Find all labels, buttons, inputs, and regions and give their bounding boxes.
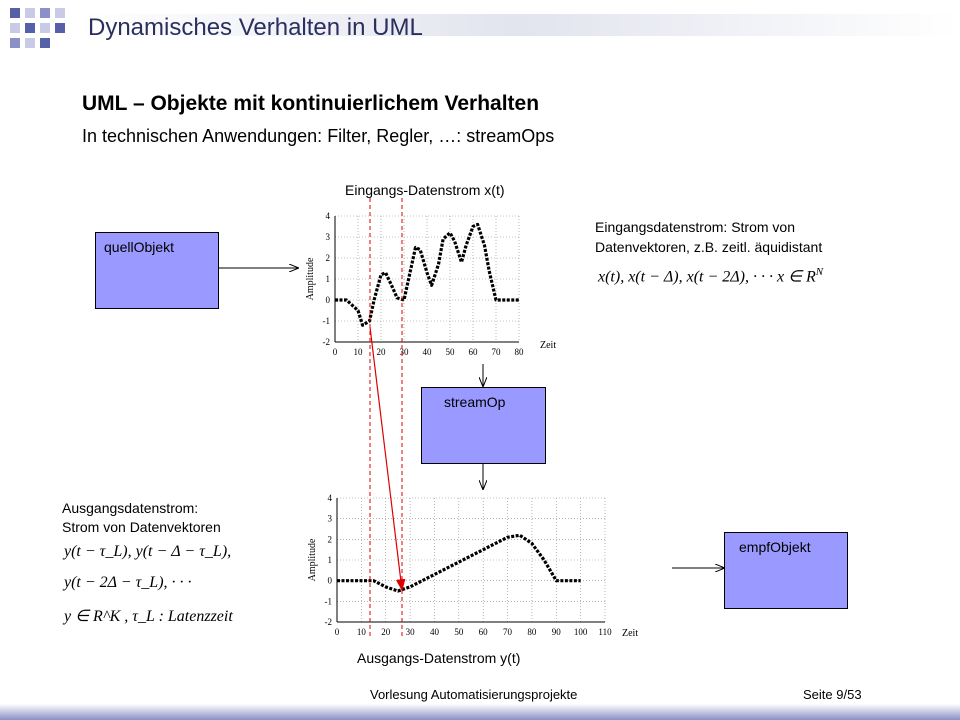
x-tick-label: 60 — [468, 347, 478, 357]
y-tick-label: 0 — [325, 295, 330, 305]
x-tick-label: 0 — [332, 347, 338, 357]
y-axis-label: Amplitude — [307, 538, 318, 582]
input-formula-sup: N — [815, 266, 824, 278]
x-tick-label: 80 — [527, 627, 537, 637]
y-tick-label: -1 — [322, 316, 330, 326]
signal-line — [335, 224, 519, 325]
slide-header-title: Dynamisches Verhalten in UML — [88, 14, 423, 41]
x-tick-label: 70 — [503, 627, 513, 637]
y-tick-label: 3 — [327, 513, 332, 524]
y-tick-label: -2 — [324, 617, 332, 627]
x-axis-label: Zeit — [622, 628, 639, 639]
y-tick-label: 2 — [327, 534, 332, 545]
y-tick-label: 1 — [327, 555, 332, 565]
footer-lecture: Vorlesung Automatisierungsprojekte — [370, 687, 578, 702]
x-tick-label: 40 — [429, 627, 439, 637]
receiver-object-label: empfObjekt — [739, 539, 811, 555]
output-formula-line1: y(t − τ_L), y(t − Δ − τ_L), — [64, 543, 232, 560]
latency-arrow — [370, 327, 402, 590]
stream-op-label: streamOp — [444, 394, 506, 410]
output-formula-line3: y ∈ R^K , τ_L : Latenzzeit — [64, 608, 233, 625]
x-tick-label: 60 — [478, 627, 488, 637]
y-tick-label: 4 — [325, 211, 330, 221]
x-tick-label: 20 — [376, 347, 386, 357]
input-description-line1: Eingangsdatenstrom: Strom von — [595, 219, 795, 235]
y-tick-label: 0 — [327, 575, 332, 586]
x-tick-label: 110 — [598, 627, 612, 637]
x-tick-label: 30 — [405, 627, 415, 637]
x-tick-label: 50 — [445, 347, 455, 357]
y-tick-label: -1 — [324, 596, 332, 607]
x-tick-label: 70 — [491, 347, 501, 357]
output-formula-line2: y(t − 2Δ − τ_L), · · · — [64, 574, 192, 591]
x-tick-label: 100 — [573, 627, 588, 637]
x-tick-label: 10 — [353, 347, 363, 357]
x-tick-label: 90 — [551, 627, 561, 637]
slide-subheading: In technischen Anwendungen: Filter, Regler, …: streamOps — [82, 126, 555, 146]
output-description-line2: Strom von Datenvektoren — [62, 519, 221, 535]
y-tick-label: -2 — [322, 337, 330, 347]
input-description-line2: Datenvektoren, z.B. zeitl. äquidistant — [595, 239, 823, 255]
x-axis-label: Zeit — [540, 340, 557, 351]
y-tick-label: 3 — [325, 232, 330, 242]
x-tick-label: 10 — [356, 627, 366, 637]
y-tick-label: 2 — [325, 253, 330, 263]
output-description-line1: Ausgangsdatenstrom: — [62, 500, 199, 516]
slide-heading: UML – Objekte mit kontinuierlichem Verhalten — [82, 92, 540, 115]
x-tick-label: 30 — [399, 347, 409, 357]
y-tick-label: 1 — [325, 274, 330, 284]
footer-page-number: Seite 9/53 — [803, 687, 862, 702]
x-tick-label: 50 — [454, 627, 464, 637]
x-tick-label: 20 — [381, 627, 391, 637]
y-axis-label: Amplitude — [305, 257, 316, 301]
input-signal-chart — [305, 211, 556, 357]
output-signal-chart — [307, 493, 638, 639]
x-tick-label: 80 — [514, 347, 524, 357]
x-tick-label: 40 — [422, 347, 432, 357]
input-formula: x(t), x(t − Δ), x(t − 2Δ), · · · x ∈ $R^N$ — [598, 266, 824, 286]
source-object-label: quellObjekt — [104, 239, 175, 255]
x-tick-label: 0 — [334, 627, 340, 637]
input-stream-caption: Eingangs-Datenstrom x(t) — [345, 182, 505, 198]
y-tick-label: 4 — [327, 493, 332, 503]
output-stream-caption: Ausgangs-Datenstrom y(t) — [357, 650, 521, 666]
